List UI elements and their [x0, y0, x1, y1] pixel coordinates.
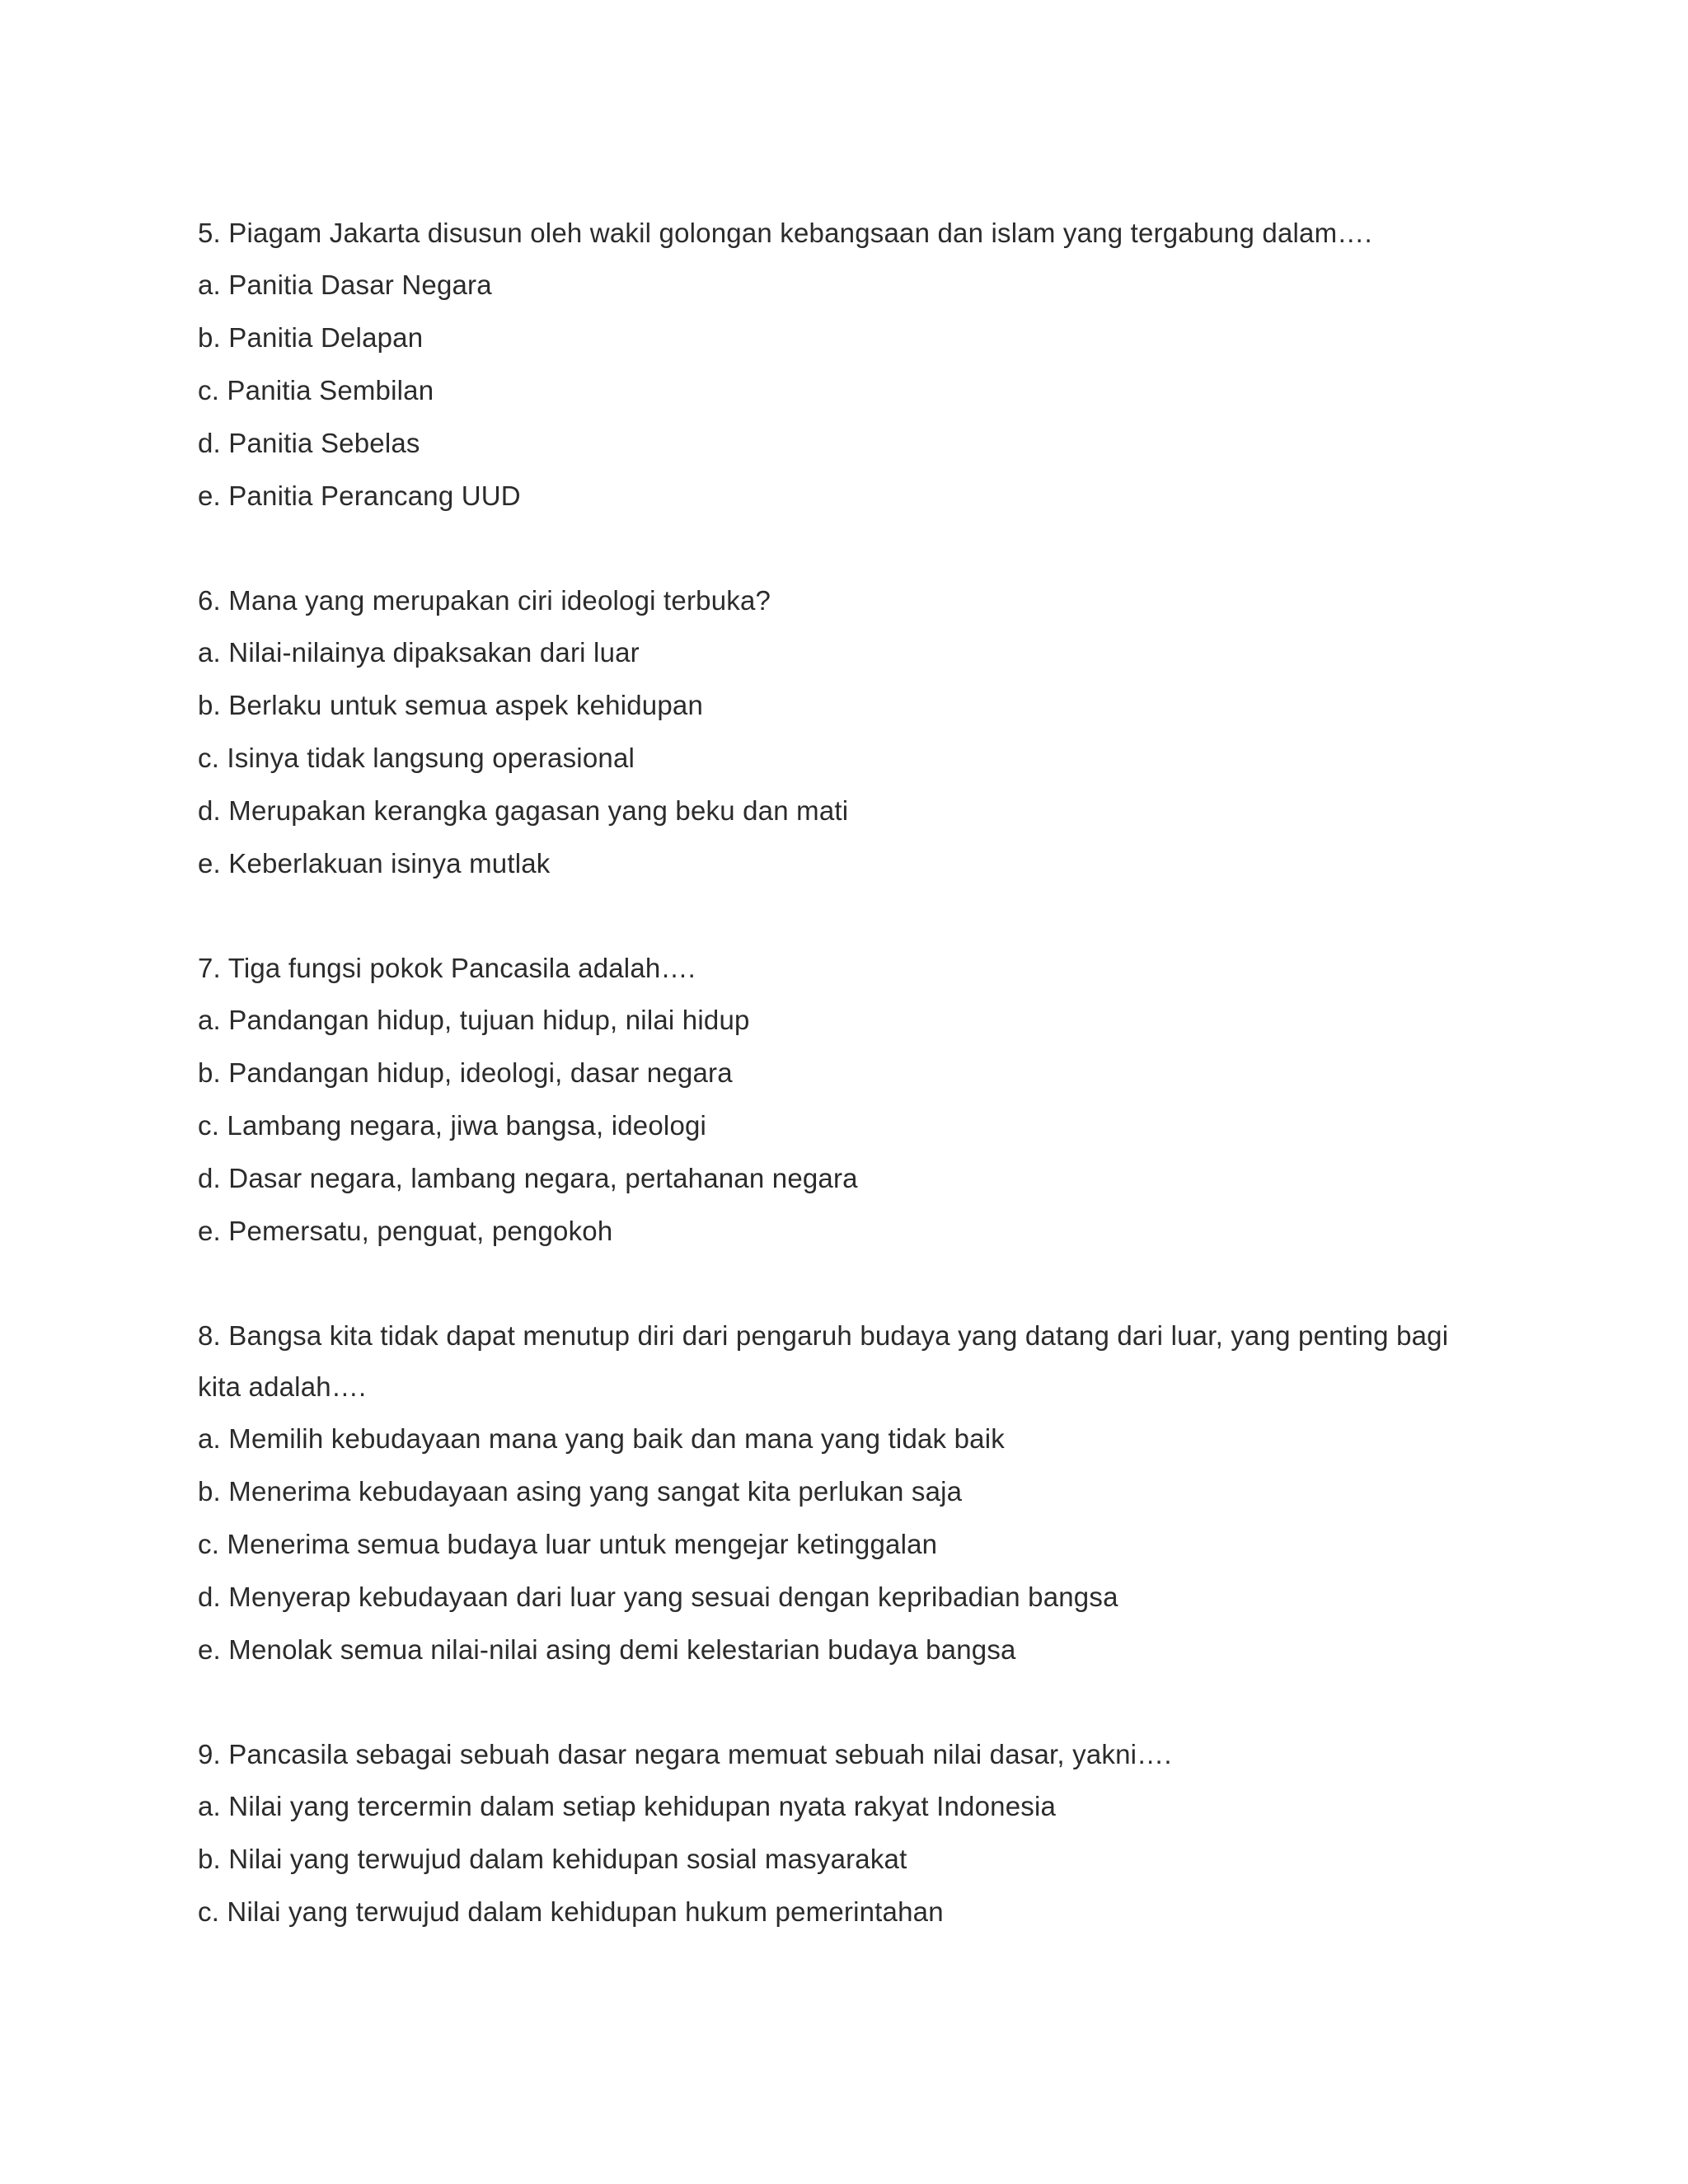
- option-e: e. Panitia Perancang UUD: [198, 480, 521, 511]
- question-text: 5. Piagam Jakarta disusun oleh wakil golongan kebangsaan dan islam yang tergabung dalam….: [198, 218, 1372, 248]
- option-b: b. Panitia Delapan: [198, 322, 424, 353]
- option-b: b. Pandangan hidup, ideologi, dasar negara: [198, 1057, 733, 1088]
- question-9: [198, 1729, 1484, 1938]
- option-d: d. Panitia Sebelas: [198, 428, 420, 458]
- option-c: c. Panitia Sembilan: [198, 375, 434, 405]
- option-a: a. Pandangan hidup, tujuan hidup, nilai hidup: [198, 1005, 750, 1035]
- option-c: c. Menerima semua budaya luar untuk mengejar ketinggalan: [198, 1529, 938, 1559]
- option-a: a. Nilai yang tercermin dalam setiap kehidupan nyata rakyat Indonesia: [198, 1791, 1057, 1821]
- question-text: 8. Bangsa kita tidak dapat menutup diri dari pengaruh budaya yang datang dari luar, yang penting bagi kita adalah….: [198, 1320, 1449, 1402]
- question-text: 6. Mana yang merupakan ciri ideologi terbuka?: [198, 585, 771, 616]
- option-c: c. Nilai yang terwujud dalam kehidupan hukum pemerintahan: [198, 1896, 944, 1927]
- option-a: a. Memilih kebudayaan mana yang baik dan mana yang tidak baik: [198, 1423, 1005, 1454]
- option-a: a. Nilai-nilainya dipaksakan dari luar: [198, 637, 640, 668]
- question-text: 9. Pancasila sebagai sebuah dasar negara memuat sebuah nilai dasar, yakni….: [198, 1739, 1172, 1769]
- option-a: a. Panitia Dasar Negara: [198, 269, 492, 300]
- option-e: e. Keberlakuan isinya mutlak: [198, 848, 551, 879]
- options-list: [198, 259, 1484, 523]
- option-e: e. Menolak semua nilai-nilai asing demi kelestarian budaya bangsa: [198, 1634, 1016, 1665]
- option-b: b. Menerima kebudayaan asing yang sangat kita perlukan saja: [198, 1476, 963, 1507]
- options-list: [198, 1413, 1484, 1676]
- options-list: [198, 1780, 1484, 1938]
- options-list: [198, 994, 1484, 1258]
- option-d: d. Dasar negara, lambang negara, pertahanan negara: [198, 1163, 858, 1193]
- options-list: [198, 626, 1484, 890]
- question-8: [198, 1310, 1484, 1676]
- question-6: [198, 575, 1484, 890]
- option-c: c. Lambang negara, jiwa bangsa, ideologi: [198, 1110, 707, 1141]
- question-7: [198, 943, 1484, 1258]
- option-e: e. Pemersatu, penguat, pengokoh: [198, 1216, 613, 1246]
- option-c: c. Isinya tidak langsung operasional: [198, 743, 635, 773]
- option-d: d. Merupakan kerangka gagasan yang beku dan mati: [198, 795, 849, 826]
- option-d: d. Menyerap kebudayaan dari luar yang sesuai dengan kepribadian bangsa: [198, 1582, 1118, 1612]
- question-5: [198, 208, 1484, 523]
- question-text: 7. Tiga fungsi pokok Pancasila adalah….: [198, 953, 696, 983]
- document-page: [198, 208, 1484, 1938]
- option-b: b. Berlaku untuk semua aspek kehidupan: [198, 690, 703, 720]
- option-b: b. Nilai yang terwujud dalam kehidupan sosial masyarakat: [198, 1844, 907, 1874]
